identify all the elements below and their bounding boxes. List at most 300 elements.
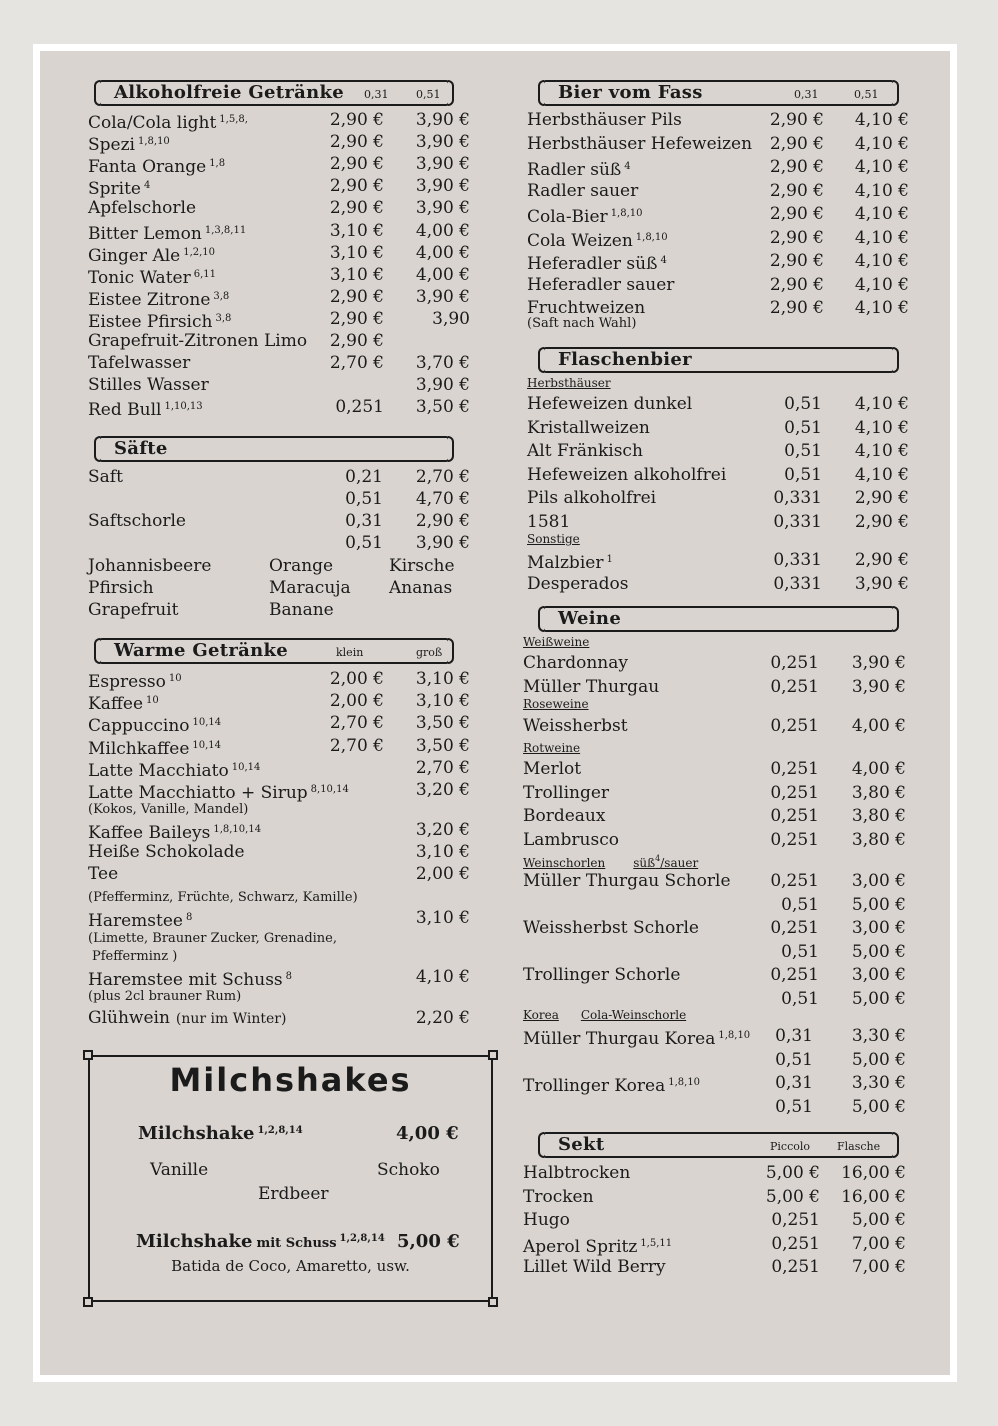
item-label: Desperados	[527, 573, 629, 594]
section-title: Weine	[558, 608, 622, 629]
allergen-note: 8,10,14	[310, 784, 349, 795]
allergen-note: 1,5,8,	[219, 114, 248, 125]
size: 0,51	[345, 489, 383, 509]
price-small: 2,70 €	[329, 353, 384, 374]
price: 4,10 €	[854, 394, 909, 414]
price: 5,00 €	[851, 1049, 906, 1070]
subsection-label: Roseweine	[523, 697, 589, 711]
header-sekt	[542, 1132, 895, 1158]
price: 3,30 €	[851, 1026, 906, 1046]
price-small: 2,90 €	[769, 251, 824, 271]
price-small: 0,251	[771, 1257, 820, 1277]
size: 0,331	[773, 488, 822, 508]
column-header: Flasche	[837, 1140, 881, 1153]
size: 0,51	[784, 464, 822, 485]
box-corner-ornament	[83, 1050, 93, 1060]
flavor-option: Schoko	[377, 1160, 440, 1180]
item-name	[88, 110, 248, 133]
section-title: Sekt	[558, 1134, 605, 1155]
box-corner-ornament	[488, 1297, 498, 1307]
item-name	[88, 154, 225, 177]
allergen-note: 3,8	[213, 290, 230, 302]
price-large: 4,10 €	[854, 251, 909, 271]
item-name	[88, 397, 203, 420]
column-header: 0,51	[416, 88, 441, 101]
price-small: 2,90 €	[769, 133, 824, 154]
allergen-note: 10	[146, 695, 159, 707]
item-label: Latte Macchiato	[88, 760, 229, 781]
item-name	[88, 353, 190, 373]
item-label: Malzbier	[527, 553, 604, 573]
price-large: 4,10 €	[854, 157, 909, 177]
subsection-label-part: Cola-Weinschorle	[580, 1008, 687, 1022]
item-name	[523, 1187, 594, 1207]
item-label: Spezi	[88, 135, 135, 156]
item-label: Hefeweizen alkoholfrei	[527, 464, 727, 485]
item-name	[523, 1073, 700, 1096]
price: 3,80 €	[851, 806, 906, 826]
price: 2,70 €	[415, 467, 470, 487]
item-name	[527, 465, 726, 485]
price-small: 3,10 €	[329, 264, 384, 285]
item-name	[88, 736, 221, 759]
price: 4,10 €	[854, 464, 909, 485]
item-label: Trocken	[523, 1186, 594, 1207]
price-large: 4,10 €	[854, 180, 909, 201]
size: 0,251	[770, 918, 819, 938]
item-label: Latte Macchiatto + Sirup	[88, 783, 308, 803]
size: 0,51	[781, 988, 819, 1009]
price-large: 3,90 €	[415, 132, 470, 153]
size: 0,251	[770, 782, 819, 803]
price-small: 2,70 €	[329, 713, 384, 734]
price-small: 2,90 €	[769, 298, 824, 318]
price: 3,00 €	[851, 871, 906, 891]
item-label: Sprite	[88, 179, 141, 200]
price: 4,10 €	[415, 967, 470, 987]
price-large: 3,50 €	[415, 713, 470, 734]
fruit-option: Kirsche	[389, 556, 455, 576]
section-title: Bier vom Fass	[558, 82, 703, 103]
item-label: Aperol Spritz	[523, 1236, 638, 1257]
item-name	[527, 251, 667, 274]
box-corner-ornament	[488, 1050, 498, 1060]
price-small: 5,00 €	[765, 1163, 820, 1183]
allergen-note: 1,2,8,14	[257, 1125, 303, 1136]
header-warm	[98, 638, 450, 664]
item-label: Ginger Ale	[88, 245, 181, 266]
price-large: 16,00 €	[841, 1163, 906, 1183]
item-label: Herbsthäuser Pils	[527, 110, 682, 130]
price-small: 2,00 €	[329, 669, 384, 689]
item-name	[523, 1257, 666, 1277]
allergen-note: 1,8,10	[718, 1030, 751, 1041]
item-name: Trollinger	[523, 782, 610, 803]
price-large: 2,70 €	[415, 757, 470, 778]
price-large: 4,10 €	[854, 204, 909, 224]
price: 3,80 €	[851, 782, 906, 803]
price: 2,00 €	[415, 864, 470, 884]
size: 0,251	[770, 716, 819, 736]
item-note: (Limette, Brauner Zucker, Grenadine,	[88, 931, 337, 946]
allergen-note: 1,2,10	[183, 246, 216, 258]
subsection-label-part: Weinschorlen	[523, 856, 606, 870]
price-large: 3,10 €	[415, 691, 470, 712]
item-note: (Saft nach Wahl)	[527, 316, 637, 331]
price: 3,20 €	[415, 820, 470, 840]
price: 3,90 €	[851, 653, 906, 673]
size: 0,51	[781, 941, 819, 962]
allergen-note: 1,8,10	[610, 208, 643, 219]
item-name: Tee	[88, 864, 119, 884]
allergen-note: 8	[285, 971, 293, 982]
header-weine	[542, 606, 895, 632]
column-header: 0,51	[854, 88, 879, 101]
size: 0,251	[770, 759, 819, 779]
allergen-note: 10,14	[192, 739, 222, 751]
allergen-note: 4	[624, 161, 631, 172]
size: 0,31	[345, 511, 383, 531]
price: 4,70 €	[415, 489, 470, 509]
item-note: (plus 2cl brauner Rum)	[88, 989, 242, 1004]
price: 2,20 €	[415, 1008, 470, 1028]
size: 0,51	[781, 894, 819, 915]
subsection-label-part: /sauer	[660, 856, 699, 870]
price: 2,90 €	[854, 511, 909, 532]
item-label: Red Bull	[88, 400, 162, 421]
price: 5,00 €	[851, 1096, 906, 1117]
item-label: Halbtrocken	[523, 1163, 631, 1183]
item-label: Haremstee mit Schuss	[88, 970, 283, 990]
price: 5,00 €	[851, 894, 906, 915]
price-small: 3,10 €	[329, 242, 384, 263]
allergen-note: 1,8,10	[635, 231, 668, 243]
item-note: Batida de Coco, Amaretto, usw.	[171, 1257, 410, 1275]
item-label: Alt Fränkisch	[527, 441, 643, 461]
price-large: 16,00 €	[841, 1186, 906, 1207]
subsection-label: Rotweine	[523, 741, 581, 755]
price-small: 2,90 €	[329, 154, 384, 175]
item-label: Apfelschorle	[88, 198, 197, 219]
item-label: Herbsthäuser Hefeweizen	[527, 133, 753, 154]
price-large: 4,00 €	[415, 220, 470, 241]
item-label: Kaffee	[88, 694, 144, 715]
subsection-label-part: süß	[633, 856, 656, 870]
subsection-label: Sonstige	[527, 532, 580, 546]
price-large: 3,90 €	[415, 286, 470, 307]
price: 4,10 €	[854, 441, 909, 461]
price-large: 4,10 €	[854, 274, 909, 295]
item-name	[523, 1210, 570, 1230]
item-label: 1581	[527, 511, 571, 532]
item-name	[527, 110, 682, 130]
price-large: 3,70 €	[415, 353, 470, 374]
item-label: Cola-Bier	[527, 207, 608, 227]
allergen-note: 4	[143, 180, 151, 192]
item-name	[527, 157, 631, 180]
item-name	[527, 418, 650, 438]
item-name: Lambrusco	[523, 829, 619, 850]
header-alkoholfrei	[98, 80, 450, 106]
item-name	[88, 331, 307, 351]
item-name: Merlot	[523, 759, 582, 779]
item-name	[527, 394, 692, 414]
price-large: 4,10 €	[854, 227, 909, 248]
allergen-note: 3,8	[215, 312, 232, 324]
price-large: 3,90 €	[415, 176, 470, 197]
item-name	[88, 132, 170, 155]
price-small: 2,70 €	[329, 735, 384, 756]
fruit-option: Banane	[269, 600, 334, 620]
item-name: Müller Thurgau Schorle	[523, 871, 731, 891]
price-large: 3,90 €	[415, 375, 470, 396]
price: 4,00 €	[396, 1123, 459, 1144]
price: 4,10 €	[854, 417, 909, 438]
price-small: 2,90 €	[769, 204, 824, 224]
price: 3,90 €	[851, 677, 906, 697]
item-name	[523, 1026, 750, 1049]
size: 0,51	[784, 417, 822, 438]
section-title: Säfte	[114, 438, 168, 459]
milchshakes-box	[88, 1055, 493, 1302]
price-large: 7,00 €	[851, 1257, 906, 1277]
allergen-note: 1,3,8,11	[204, 224, 247, 236]
size: 0,251	[770, 965, 819, 985]
price-large: 3,90 €	[415, 198, 470, 219]
price-large: 3,90 €	[415, 154, 470, 175]
item-name	[527, 204, 643, 227]
fruit-option: Johannisbeere	[88, 556, 212, 576]
size: 0,251	[770, 806, 819, 826]
item-name	[88, 780, 349, 803]
size: 0,251	[770, 653, 819, 673]
item-label: Milchshake	[136, 1231, 253, 1252]
box-corner-ornament	[83, 1297, 93, 1307]
item-name	[523, 1163, 630, 1183]
item-name	[88, 287, 229, 310]
price: 5,00 €	[397, 1231, 460, 1252]
header-fass	[542, 80, 895, 106]
header-saefte	[98, 436, 450, 462]
price-large: 3,90	[432, 308, 470, 329]
item-name	[88, 176, 150, 199]
price-small: 2,90 €	[769, 274, 824, 295]
item-name	[88, 691, 159, 714]
item-name	[88, 198, 196, 218]
item-note: (nur im Winter)	[175, 1011, 287, 1027]
price-small: 2,00 €	[329, 691, 384, 712]
item-name	[88, 908, 192, 931]
size: 0,31	[775, 1026, 813, 1046]
price-large: 3,50 €	[415, 735, 470, 756]
section-title: Flaschenbier	[558, 349, 692, 370]
price-small: 0,251	[771, 1233, 820, 1254]
price-large: 4,10 €	[854, 298, 909, 318]
price-small: 2,90 €	[329, 331, 384, 351]
item-label: Heferadler süß	[527, 254, 658, 274]
price: 2,90 €	[854, 550, 909, 570]
item-name: Bordeaux	[523, 806, 606, 826]
item-name	[88, 265, 216, 288]
size: 0,51	[784, 394, 822, 414]
item-name	[527, 134, 752, 154]
size: 0,51	[775, 1096, 813, 1117]
price-small: 0,251	[771, 1210, 820, 1230]
subsection-label: Weißweine	[523, 635, 590, 649]
item-label: Fruchtweizen	[527, 298, 646, 318]
item-name	[88, 375, 209, 395]
price: 3,90 €	[415, 533, 470, 553]
price: 3,10 €	[415, 908, 470, 928]
column-header: 0,31	[364, 88, 389, 101]
fruit-option: Maracuja	[269, 578, 351, 598]
item-name	[88, 669, 182, 692]
size: 0,331	[773, 511, 822, 532]
item-label: Espresso	[88, 672, 166, 692]
item-name	[527, 574, 628, 594]
item-label: Milchshake	[138, 1123, 255, 1144]
item-label: Tafelwasser	[88, 353, 191, 374]
item-label: Eistee Pfirsich	[88, 311, 213, 332]
item-label: Tonic Water	[88, 267, 191, 288]
item-name	[527, 550, 613, 573]
section-title: Alkoholfreie Getränke	[114, 82, 345, 103]
item-label: Pils alkoholfrei	[527, 488, 657, 508]
price-small: 2,90 €	[329, 286, 384, 307]
item-name: Saftschorle	[88, 511, 186, 531]
allergen-note: 4	[660, 255, 667, 266]
allergen-note: 1,10,13	[164, 401, 203, 413]
size: 0,331	[773, 550, 822, 570]
price-large: 4,10 €	[854, 133, 909, 154]
price-large: 3,20 €	[415, 780, 470, 800]
item-label: Heferadler sauer	[527, 274, 675, 295]
allergen-note: 1,5,11	[640, 1237, 673, 1249]
item-name	[527, 512, 570, 532]
size: 0,51	[345, 533, 383, 553]
price-large: 3,10 €	[415, 669, 470, 689]
item-name	[527, 441, 643, 461]
allergen-note: 1,8,10,14	[213, 824, 262, 835]
section-title: Warme Getränke	[114, 640, 289, 661]
item-name	[88, 713, 221, 736]
price-small: 2,90 €	[329, 132, 384, 153]
flavor-option: Vanille	[150, 1160, 209, 1180]
allergen-note: 6,11	[193, 268, 216, 280]
price-large: 5,00 €	[851, 1210, 906, 1230]
item-name	[527, 181, 638, 201]
price: 4,00 €	[851, 759, 906, 779]
item-name: Weissherbst	[523, 716, 628, 736]
price: 3,80 €	[851, 829, 906, 850]
item-label: Hefeweizen dunkel	[527, 394, 693, 414]
header-flasche	[542, 347, 895, 373]
fruit-option: Grapefruit	[88, 600, 179, 620]
price-small: 2,90 €	[329, 198, 384, 219]
column-header: groß	[416, 646, 443, 659]
price-large: 3,90 €	[415, 110, 470, 130]
column-header: 0,31	[794, 88, 819, 101]
price: 2,90 €	[415, 511, 470, 531]
price-small: 3,10 €	[329, 220, 384, 241]
item-name	[88, 309, 231, 332]
item-label: Fanta Orange	[88, 157, 207, 178]
item-name	[527, 298, 645, 318]
item-label: Müller Thurgau Korea	[523, 1029, 716, 1049]
size: 0,51	[784, 441, 822, 461]
allergen-note: 10,14	[192, 717, 222, 729]
item-label: Hugo	[523, 1210, 570, 1230]
item-label: Cola Weizen	[527, 230, 633, 251]
item-name	[527, 228, 668, 251]
allergen-note: 1,8	[209, 158, 226, 170]
price: 3,00 €	[851, 965, 906, 985]
fruit-option: Ananas	[389, 578, 453, 598]
item-label: Lillet Wild Berry	[523, 1257, 666, 1277]
item-label: Kaffee Baileys	[88, 823, 211, 843]
column-header: Piccolo	[770, 1140, 811, 1153]
allergen-note: 4	[655, 854, 661, 863]
subsection-label	[523, 852, 698, 870]
price-large: 7,00 €	[851, 1233, 906, 1254]
allergen-note: 10,14	[231, 761, 261, 773]
size: 0,251	[770, 871, 819, 891]
item-label: Glühwein	[88, 1008, 170, 1028]
price-large: 4,00 €	[415, 242, 470, 263]
item-name: Saft	[88, 467, 123, 487]
price-small: 2,90 €	[329, 308, 384, 329]
item-note: (Pfefferminz, Früchte, Schwarz, Kamille)	[88, 890, 358, 905]
price-small: 2,90 €	[329, 110, 384, 130]
price-small: 2,90 €	[769, 157, 824, 177]
item-name: Müller Thurgau	[523, 677, 660, 697]
price: 4,00 €	[851, 716, 906, 736]
item-name	[527, 275, 674, 295]
item-note: Pfefferminz )	[92, 949, 178, 964]
price-small: 5,00 €	[765, 1186, 820, 1207]
item-name	[88, 758, 260, 781]
size: 0,21	[345, 467, 383, 487]
price-large: 4,00 €	[415, 264, 470, 285]
price: 3,00 €	[851, 918, 906, 938]
fruit-option: Orange	[269, 556, 334, 576]
column-header: klein	[336, 646, 364, 659]
allergen-note: 1,2,8,14	[339, 1233, 385, 1244]
price-small: 2,90 €	[769, 227, 824, 248]
milchshakes-title: Milchshakes	[169, 1061, 412, 1099]
item-name	[136, 1231, 385, 1252]
size: 0,31	[775, 1073, 813, 1093]
price-large: 3,50 €	[415, 397, 470, 418]
price-small: 2,90 €	[769, 180, 824, 201]
item-label: Grapefruit-Zitronen Limo	[88, 331, 308, 351]
item-name	[138, 1123, 303, 1144]
item-name	[88, 967, 292, 990]
item-label: Eistee Zitrone	[88, 289, 211, 310]
allergen-note: 1	[606, 554, 613, 565]
item-label: Milchkaffee	[88, 738, 190, 759]
item-label: Cappuccino	[88, 716, 190, 737]
subsection-label	[523, 1008, 686, 1022]
price-large: 4,10 €	[854, 110, 909, 130]
subsection-label-part: Korea	[523, 1008, 559, 1022]
flavor-option: Erdbeer	[258, 1184, 329, 1204]
allergen-note: 10	[168, 673, 182, 684]
size: 0,251	[770, 829, 819, 850]
price: 3,10 €	[415, 842, 470, 862]
item-name: Trollinger Schorle	[523, 965, 681, 985]
price: 5,00 €	[851, 988, 906, 1009]
